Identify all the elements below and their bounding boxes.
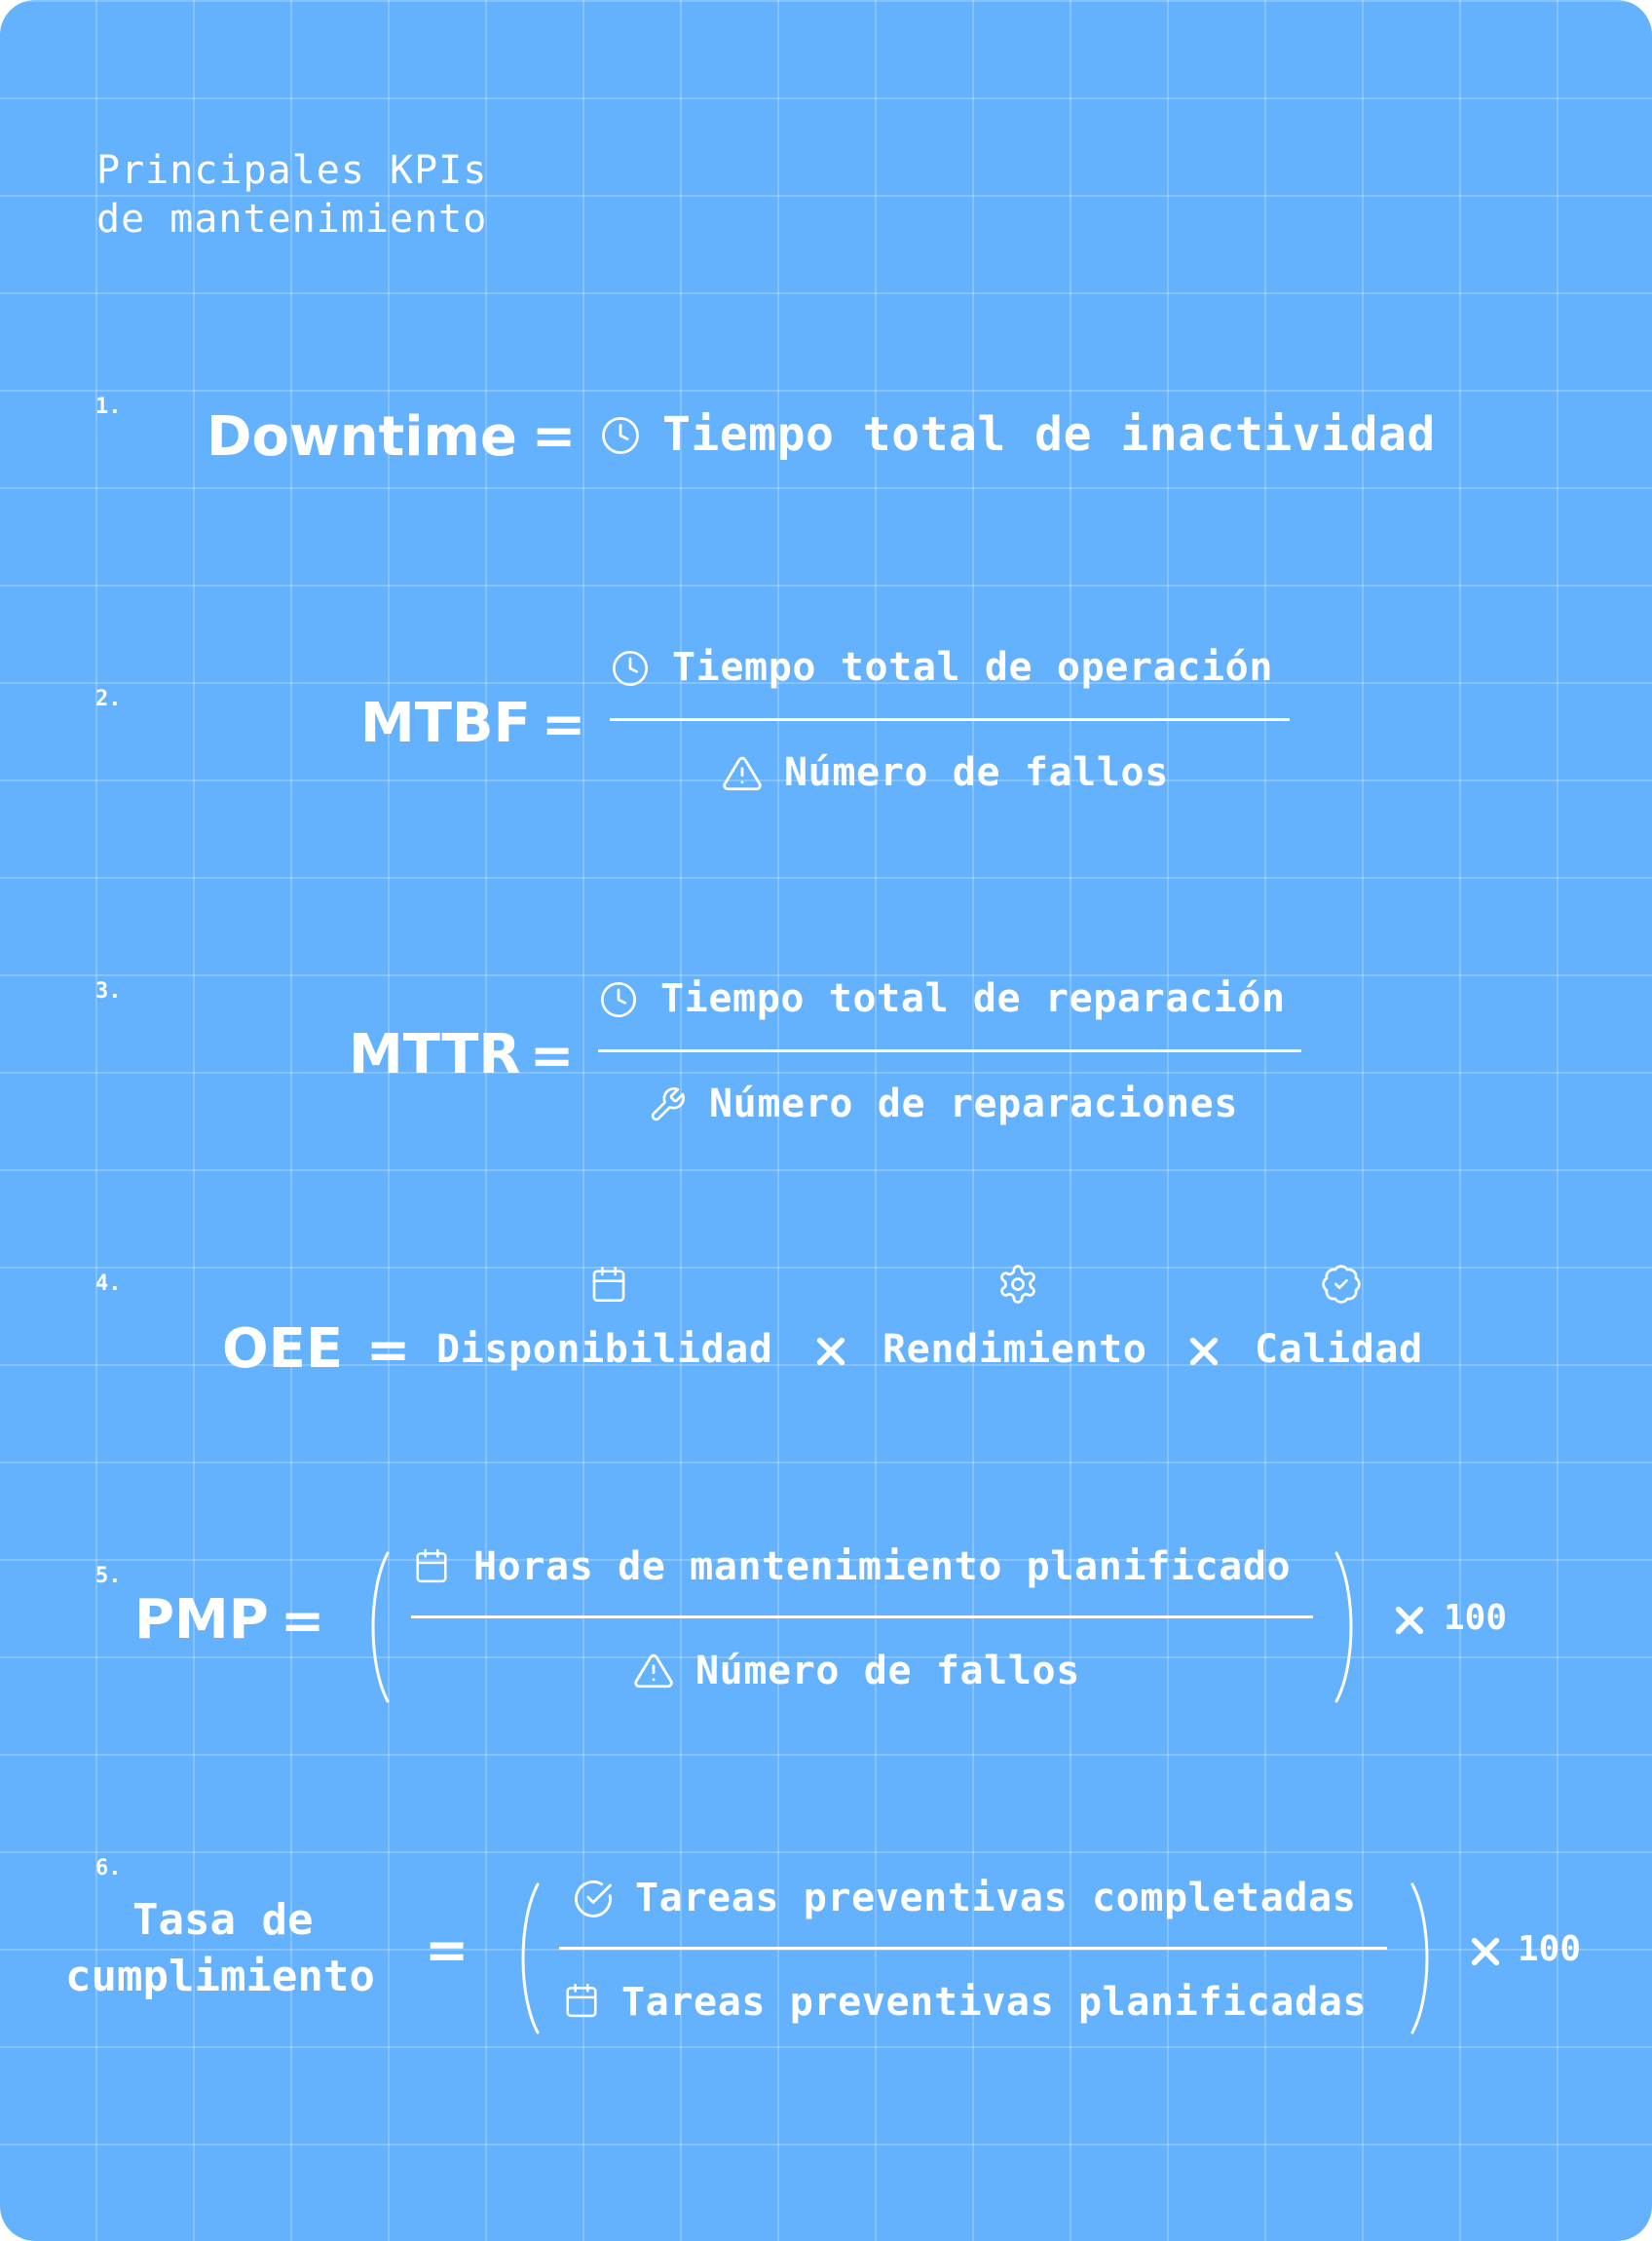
multiply-icon xyxy=(1393,1604,1426,1637)
fraction-denominator: Número de fallos xyxy=(695,1649,1080,1693)
kpi-name: PMP xyxy=(134,1588,269,1652)
kpi-number: 4. xyxy=(95,1272,122,1296)
equals-sign: = xyxy=(530,1025,575,1086)
kpi-term: Tiempo total de inactividad xyxy=(662,407,1436,462)
kpi-number: 1. xyxy=(95,395,122,419)
equals-sign: = xyxy=(425,1919,469,1981)
calendar-icon xyxy=(563,1982,600,2019)
multiply-icon xyxy=(1187,1335,1220,1368)
multiplier-value: 100 xyxy=(1444,1598,1508,1638)
multiply-icon xyxy=(1469,1935,1502,1968)
oee-factor-performance: Rendimiento xyxy=(882,1327,1147,1372)
multiply-icon xyxy=(814,1335,847,1368)
wrench-icon xyxy=(648,1085,687,1124)
right-parenthesis xyxy=(1408,1882,1438,2034)
right-parenthesis xyxy=(1333,1551,1362,1703)
fraction-bar xyxy=(598,1049,1301,1052)
fraction-numerator: Tiempo total de operación xyxy=(672,645,1274,690)
left-parenthesis xyxy=(362,1551,392,1703)
calendar-icon xyxy=(589,1265,628,1304)
kpi-name-line-2: cumplimiento xyxy=(65,1952,375,2001)
kpi-name: Downtime xyxy=(206,405,517,469)
clock-icon xyxy=(611,649,650,688)
kpi-number: 3. xyxy=(95,979,122,1004)
warning-triangle-icon xyxy=(722,753,763,794)
fraction-denominator: Número de fallos xyxy=(784,750,1169,795)
fraction-numerator: Tiempo total de reparación xyxy=(660,976,1286,1021)
fraction-denominator: Tareas preventivas planificadas xyxy=(621,1980,1368,2025)
kpi-name: MTBF xyxy=(360,692,531,755)
fraction-numerator: Horas de mantenimiento planificado xyxy=(473,1544,1292,1589)
fraction-denominator: Número de reparaciones xyxy=(709,1082,1239,1126)
page-title-line-1: Principales KPIs xyxy=(96,148,488,193)
kpi-number: 2. xyxy=(95,687,122,711)
check-circle-icon xyxy=(573,1879,614,1919)
multiplier-value: 100 xyxy=(1518,1929,1582,1969)
clock-icon xyxy=(599,980,638,1019)
fraction-bar xyxy=(411,1615,1313,1618)
kpi-name-line-1: Tasa de xyxy=(132,1895,314,1945)
page-title-line-2: de mantenimiento xyxy=(96,197,488,242)
oee-factor-availability: Disponibilidad xyxy=(436,1327,773,1372)
badge-check-icon xyxy=(1320,1263,1363,1306)
warning-triangle-icon xyxy=(633,1651,674,1691)
fraction-bar xyxy=(559,1947,1387,1950)
clock-icon xyxy=(600,415,641,456)
left-parenthesis xyxy=(512,1882,542,2034)
equals-sign: = xyxy=(542,694,586,755)
kpi-number: 6. xyxy=(95,1856,122,1880)
oee-factor-quality: Calidad xyxy=(1255,1327,1423,1372)
fraction-bar xyxy=(610,718,1290,721)
kpi-name: MTTR xyxy=(349,1023,521,1086)
kpi-number: 5. xyxy=(95,1564,122,1588)
kpi-name: OEE xyxy=(222,1317,344,1381)
gear-icon xyxy=(996,1263,1039,1306)
fraction-numerator: Tareas preventivas completadas xyxy=(635,1876,1357,1920)
equals-sign: = xyxy=(281,1590,325,1652)
equals-sign: = xyxy=(366,1319,411,1381)
equals-sign: = xyxy=(532,405,577,467)
calendar-icon xyxy=(413,1547,450,1584)
